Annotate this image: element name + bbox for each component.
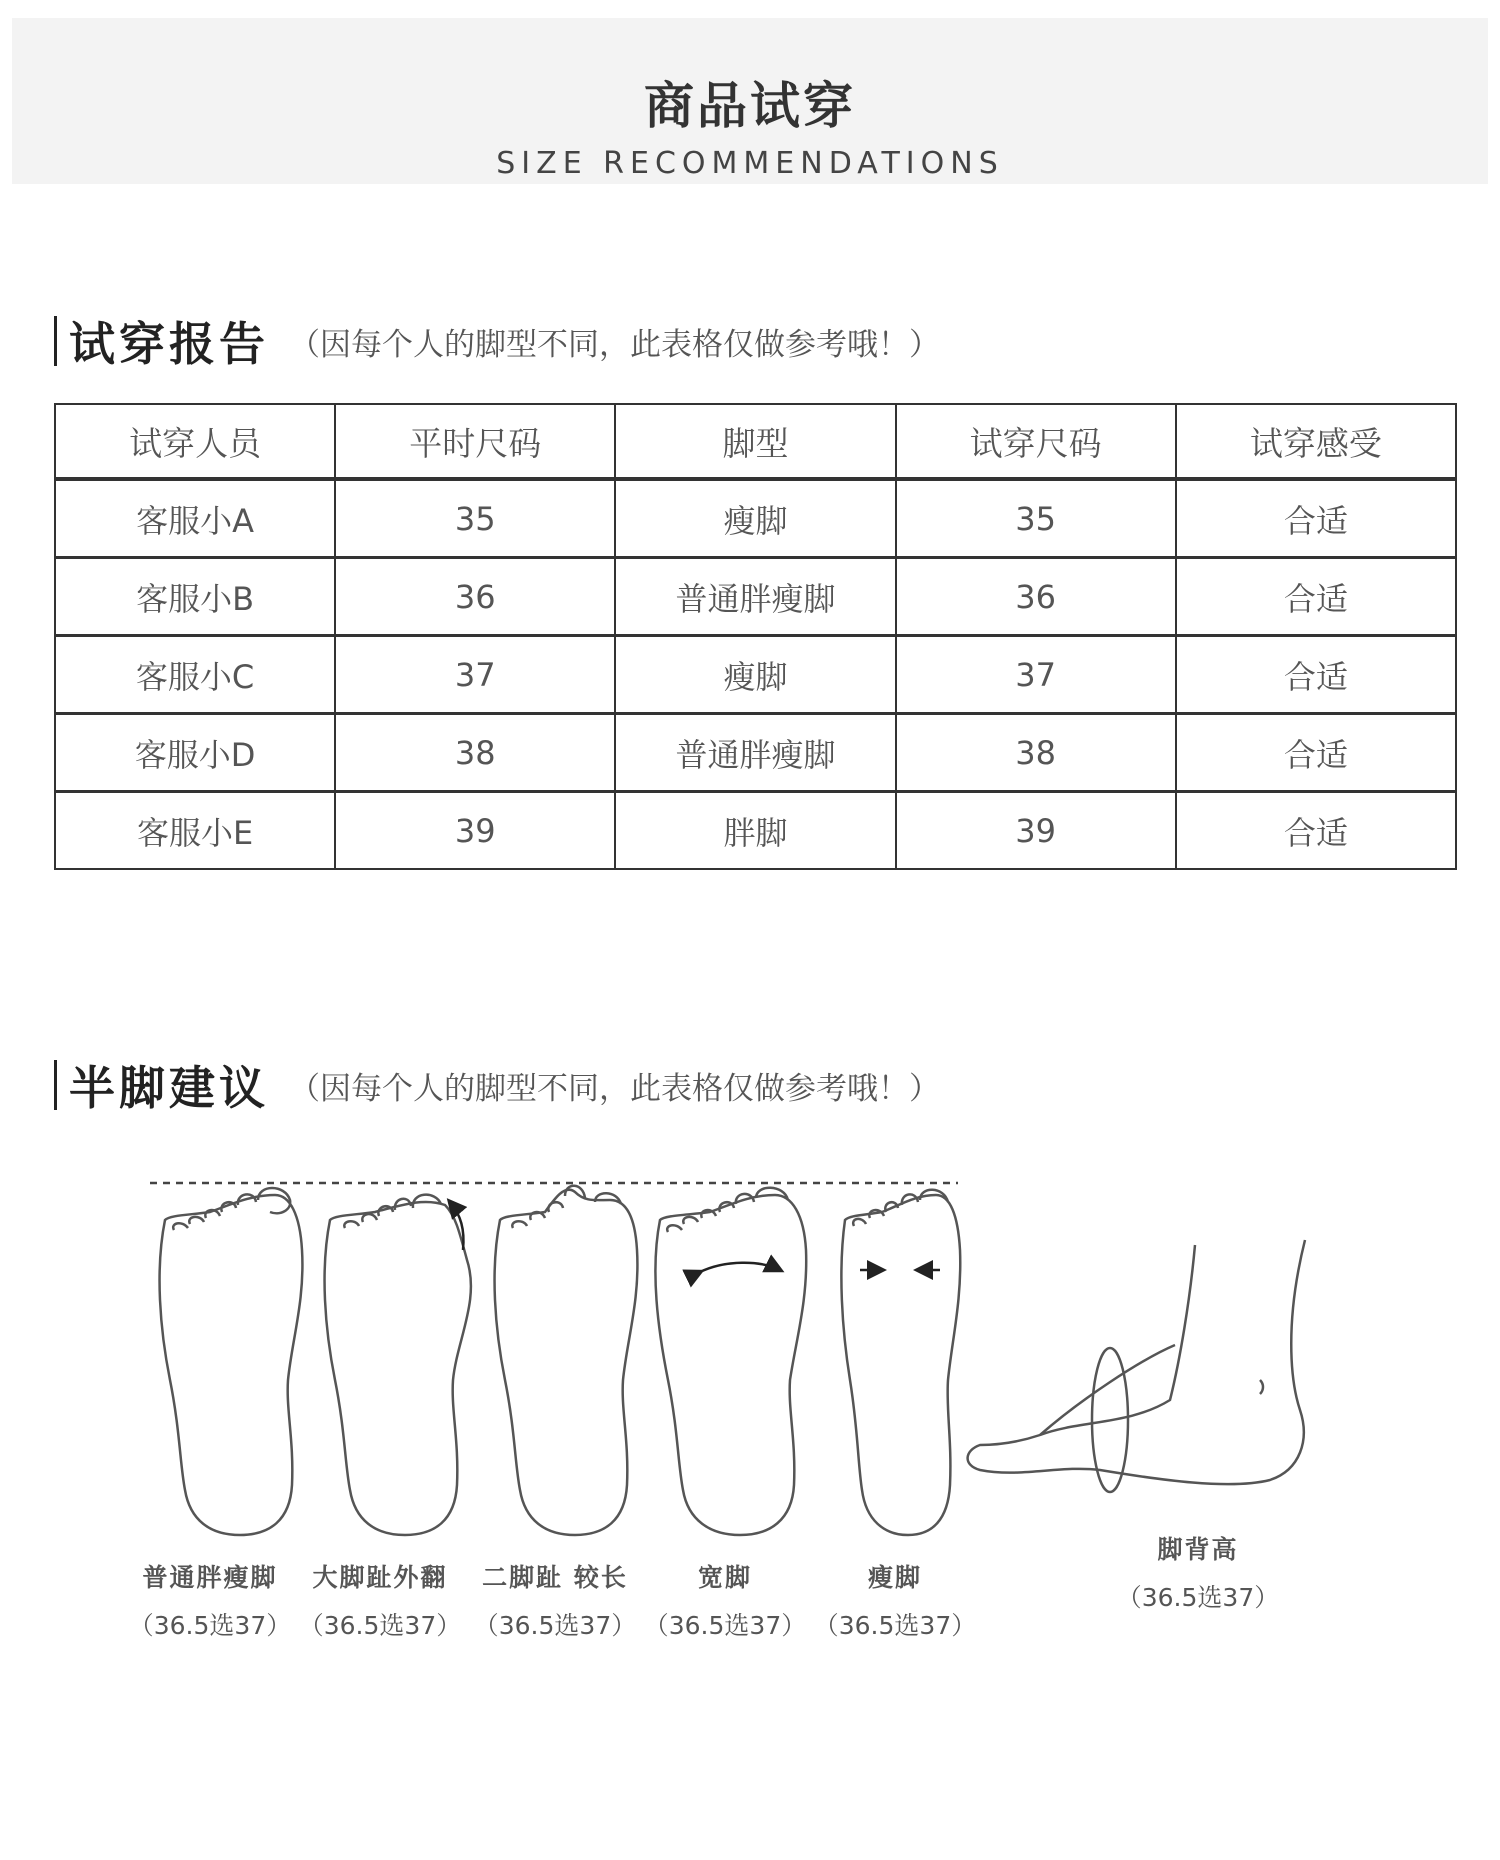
- table-cell: 39: [335, 792, 615, 870]
- size-tip: （36.5选37）: [298, 1611, 462, 1640]
- column-header: 脚型: [615, 404, 895, 479]
- size-tip: （36.5选37）: [813, 1611, 977, 1640]
- table-cell: 35: [335, 479, 615, 558]
- advice-title: 半脚建议: [69, 1061, 269, 1115]
- table-cell: 合适: [1176, 792, 1456, 870]
- page-subtitle: SIZE RECOMMENDATIONS: [496, 146, 1004, 181]
- foot-type-label: 脚背高: [1157, 1535, 1239, 1564]
- page-title: 商品试穿: [644, 77, 856, 135]
- table-cell: 36: [335, 558, 615, 636]
- table-cell: 客服小A: [55, 479, 335, 558]
- long-second-toe-foot-icon: [495, 1186, 638, 1535]
- table-cell: 合适: [1176, 714, 1456, 792]
- column-header: 试穿感受: [1176, 404, 1456, 479]
- bunion-foot-icon: [325, 1195, 471, 1535]
- table-cell: 38: [896, 714, 1176, 792]
- advice-note: （因每个人的脚型不同，此表格仅做参考哦！）: [289, 1070, 940, 1107]
- foot-type-label: 宽脚: [697, 1563, 752, 1592]
- table-cell: 客服小D: [55, 714, 335, 792]
- report-note: （因每个人的脚型不同，此表格仅做参考哦！）: [289, 326, 940, 363]
- table-cell: 合适: [1176, 479, 1456, 558]
- size-tip: （36.5选37）: [1116, 1583, 1280, 1612]
- table-cell: 客服小E: [55, 792, 335, 870]
- column-header: 平时尺码: [335, 404, 615, 479]
- table-cell: 瘦脚: [615, 636, 895, 714]
- table-cell: 38: [335, 714, 615, 792]
- table-cell: 37: [896, 636, 1176, 714]
- table-cell: 瘦脚: [615, 479, 895, 558]
- size-tip: （36.5选37）: [128, 1611, 292, 1640]
- table-cell: 普通胖瘦脚: [615, 714, 895, 792]
- foot-caption: [795, 1558, 995, 1642]
- table-cell: 客服小C: [55, 636, 335, 714]
- foot-type-label: 大脚趾外翻: [312, 1563, 448, 1592]
- table-cell: 36: [896, 558, 1176, 636]
- table-cell: 合适: [1176, 558, 1456, 636]
- table-cell: 合适: [1176, 636, 1456, 714]
- foot-type-label: 二脚趾 较长: [482, 1563, 628, 1592]
- table-cell: 普通胖瘦脚: [615, 558, 895, 636]
- foot-caption: [280, 1558, 480, 1642]
- narrow-foot-icon: [841, 1190, 960, 1535]
- table-cell: 35: [896, 479, 1176, 558]
- table-cell: 37: [335, 636, 615, 714]
- table-cell: 客服小B: [55, 558, 335, 636]
- table-cell: 39: [896, 792, 1176, 870]
- size-tip: （36.5选37）: [473, 1611, 637, 1640]
- wide-foot-icon: [655, 1188, 806, 1535]
- foot-type-label: 瘦脚: [867, 1563, 922, 1592]
- table-cell: 胖脚: [615, 792, 895, 870]
- normal-foot-icon: [160, 1188, 303, 1535]
- size-tip: （36.5选37）: [643, 1611, 807, 1640]
- foot-type-label: 普通胖瘦脚: [142, 1563, 278, 1592]
- report-title: 试穿报告: [69, 317, 269, 371]
- foot-caption: [1098, 1530, 1298, 1614]
- column-header: 试穿尺码: [896, 404, 1176, 479]
- high-instep-foot-icon: [968, 1240, 1305, 1492]
- column-header: 试穿人员: [55, 404, 335, 479]
